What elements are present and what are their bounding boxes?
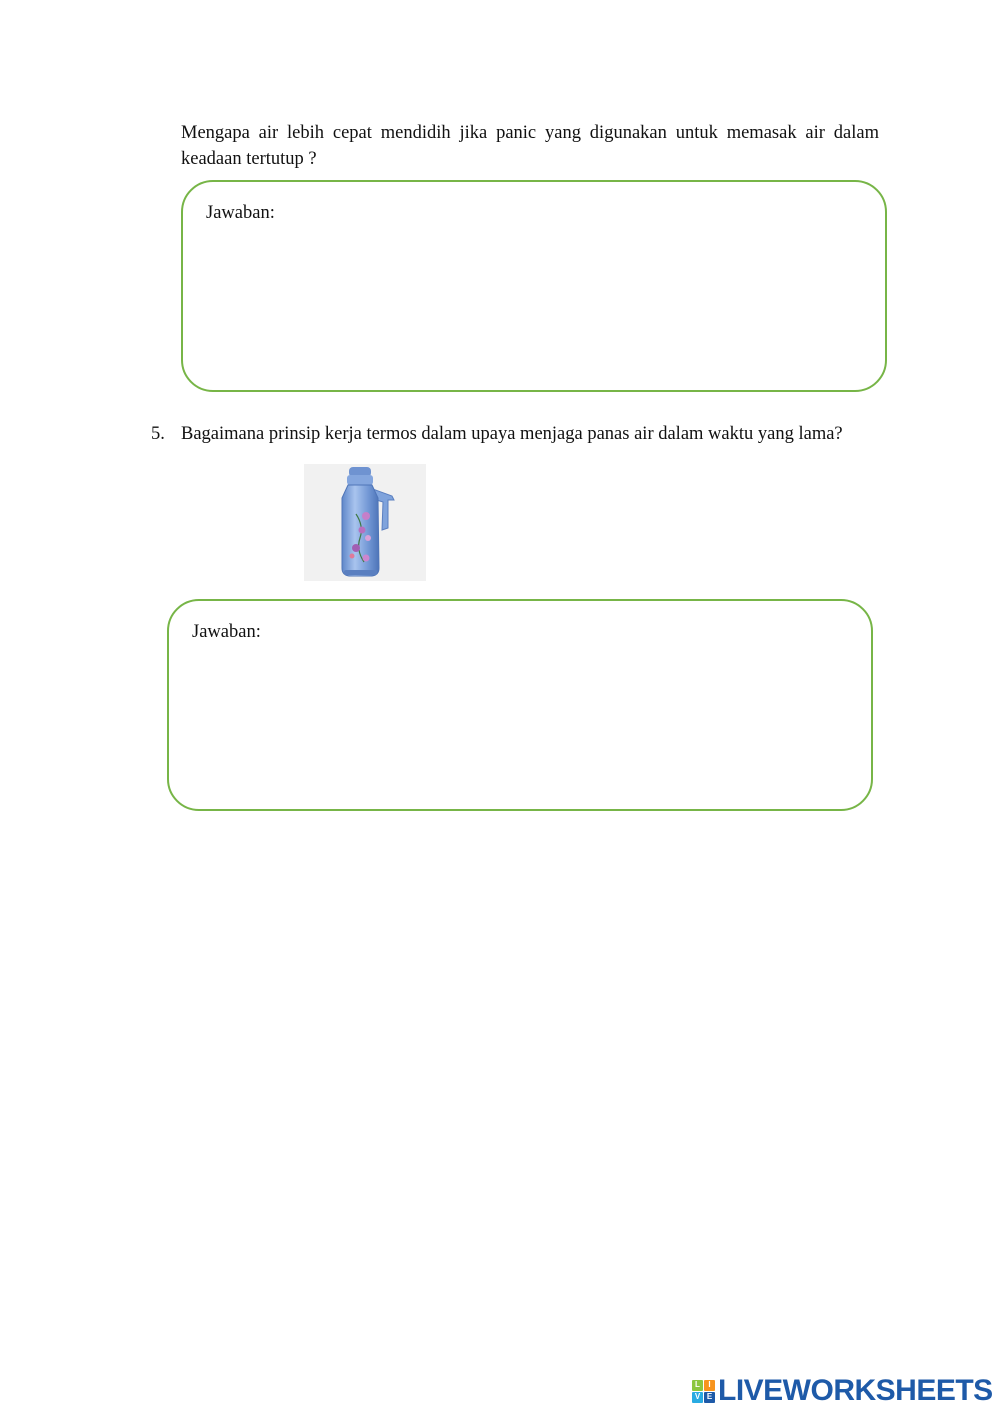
thermos-image (304, 464, 426, 581)
answer-label: Jawaban: (206, 203, 275, 223)
logo-cell: L (692, 1380, 703, 1391)
thermos-icon (304, 464, 426, 581)
logo-cell: V (692, 1392, 703, 1403)
question-5-text: Bagaimana prinsip kerja termos dalam upaya menjaga panas air dalam waktu yang lama? (181, 424, 843, 444)
logo-mark-icon (692, 1380, 715, 1403)
question-5-number: 5. (151, 424, 165, 444)
logo-wordmark: LIVEWORKSHEETS (718, 1374, 993, 1407)
logo-cell: E (704, 1392, 715, 1403)
answer-label: Jawaban: (192, 622, 261, 642)
answer-input-question-4[interactable] (205, 232, 863, 372)
liveworksheets-logo (692, 1374, 993, 1408)
answer-input-question-5[interactable] (191, 651, 849, 791)
answer-box-question-5[interactable] (167, 599, 873, 811)
question-4-text: Mengapa air lebih cepat mendidih jika panic yang digunakan untuk memasak air dalam keadaan tertutup ? (181, 123, 879, 169)
logo-cell: I (704, 1380, 715, 1391)
answer-box-question-4[interactable] (181, 180, 887, 392)
